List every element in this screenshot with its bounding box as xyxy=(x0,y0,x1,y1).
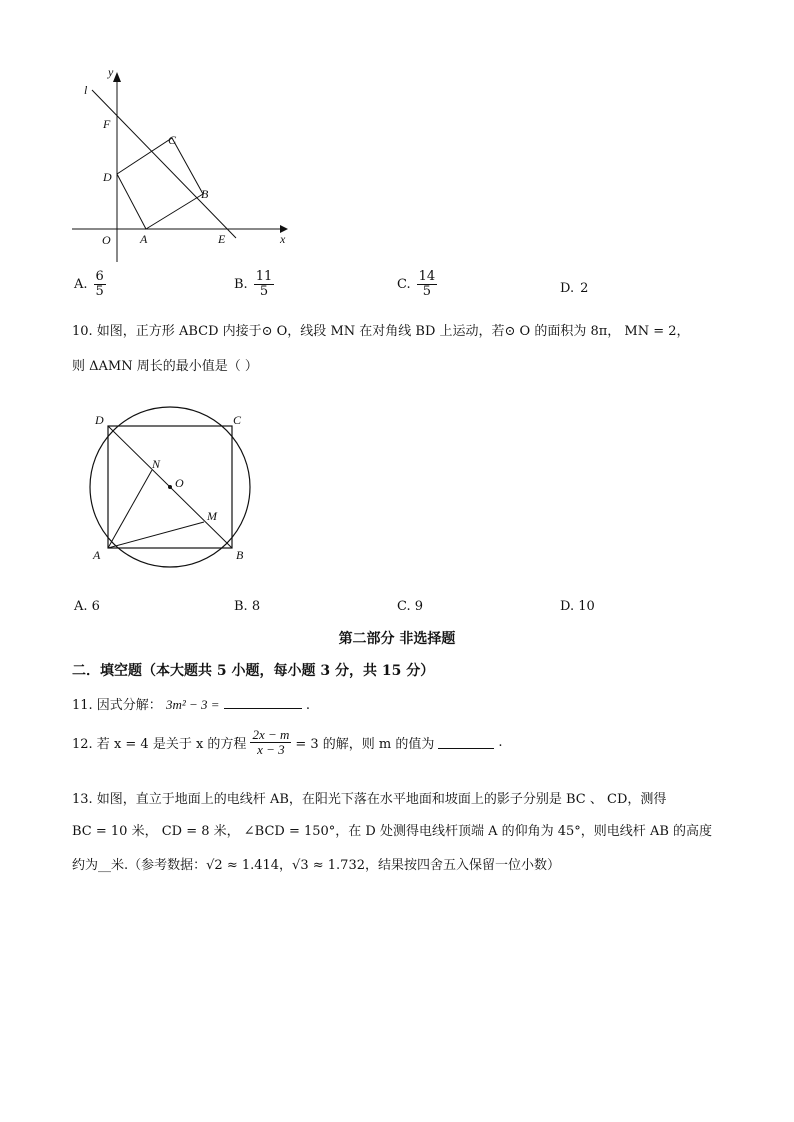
label-o2: O xyxy=(175,476,184,490)
circle-square-figure xyxy=(84,396,264,586)
label-x: x xyxy=(280,232,286,246)
label-a2: A xyxy=(93,548,101,562)
label-e: E xyxy=(218,232,226,246)
q12-suffix: . xyxy=(498,735,503,751)
line-l xyxy=(92,90,236,238)
part2-title: 第二部分 非选择题 xyxy=(338,631,456,647)
q13-line-3: 约为__米.（参考数据：√2 ≈ 1.414，√3 ≈ 1.732，结果按四舍五入保留一位小数） xyxy=(72,858,560,873)
label-d2: D xyxy=(95,413,104,427)
label-a: A xyxy=(140,232,148,246)
q9-option-a-fraction: $\frac{6}{5}$ xyxy=(95,269,104,300)
q11-prefix: 11. 因式分解： xyxy=(72,698,162,713)
q9-option-c[interactable]: C. $\frac{14}{5}$ xyxy=(397,269,436,300)
center-point-o xyxy=(168,485,172,489)
label-d: D xyxy=(103,170,112,184)
q9-option-d[interactable]: D. 2 xyxy=(560,281,589,296)
label-y: y xyxy=(108,65,114,79)
q9-option-a[interactable]: A. $\frac{6}{5}$ xyxy=(74,269,104,300)
label-c: C xyxy=(168,133,177,147)
q11-answer-blank[interactable] xyxy=(224,696,302,709)
q12-prefix: 12. 若 x = 4 是关于 x 的方程 xyxy=(72,737,247,753)
q9-option-c-fraction: $\frac{14}{5}$ xyxy=(418,269,436,300)
q10-line-1: 10. 如图，正方形 ABCD 内接于⊙ O，线段 MN 在对角线 BD 上运动，若⊙ O 的面积为 8π， MN = 2， xyxy=(72,324,690,339)
q11 xyxy=(72,694,310,713)
label-n: N xyxy=(152,457,161,471)
segment-an xyxy=(108,470,152,548)
label-o: O xyxy=(102,233,111,247)
q12 xyxy=(72,728,503,758)
section2-title: 二．填空题（本大题共 5 小题，每小题 3 分，共 15 分） xyxy=(72,663,435,679)
label-f: F xyxy=(103,117,111,131)
q10-option-b[interactable]: B. 8 xyxy=(234,599,261,614)
segment-am xyxy=(108,522,204,548)
square-abcd xyxy=(117,138,203,229)
q9-option-b-fraction: $\frac{11}{5}$ xyxy=(255,269,273,300)
q10-option-a[interactable]: A. 6 xyxy=(74,599,100,614)
q11-suffix: . xyxy=(305,698,310,713)
q13-line-2: BC = 10 米， CD = 8 米， ∠BCD = 150°，在 D 处测得电线杆顶端 A 的仰角为 45°，则电线杆 AB 的高度 xyxy=(72,824,713,839)
q13-line-1: 13. 如图，直立于地面上的电线杆 AB，在阳光下落在水平地面和坡面上的影子分别是 BC 、 CD，测得 xyxy=(72,792,667,807)
q10-line-2: 则 ΔAMN 周长的最小值是（ ） xyxy=(72,359,258,374)
y-axis-arrow xyxy=(113,72,121,82)
q11-expression: 3m² − 3 = xyxy=(165,697,220,712)
label-b2: B xyxy=(236,548,244,562)
q12-equation-rest: = 3 的解，则 m 的值为 xyxy=(295,737,435,753)
coordinate-square-figure xyxy=(60,62,300,274)
label-b: B xyxy=(201,187,209,201)
label-m: M xyxy=(207,509,217,523)
q9-option-b[interactable]: B. $\frac{11}{5}$ xyxy=(234,269,273,300)
q12-equation-fraction: $\frac{2x - m}{x - 3}$ xyxy=(252,727,290,758)
q10-option-d[interactable]: D. 10 xyxy=(560,599,595,614)
label-c2: C xyxy=(233,413,242,427)
q12-answer-blank[interactable] xyxy=(438,736,494,749)
label-l: l xyxy=(84,83,88,97)
q10-option-c[interactable]: C. 9 xyxy=(397,599,424,614)
